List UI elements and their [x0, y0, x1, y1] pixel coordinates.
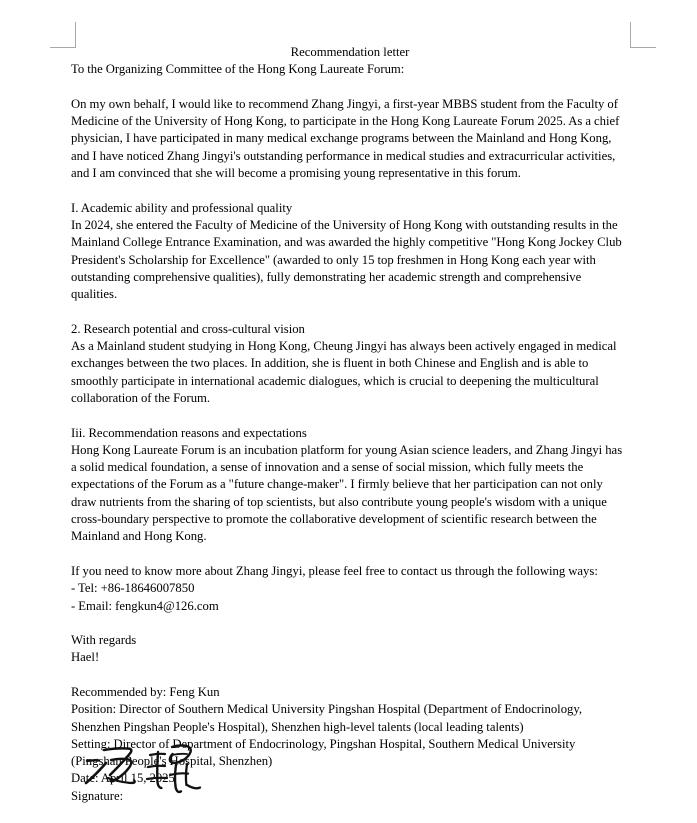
- recommended-by: Recommended by: Feng Kun: [71, 684, 220, 699]
- section-1-heading: I. Academic ability and professional quality: [71, 200, 293, 215]
- position: Position: Director of Southern Medical University Pingshan Hospital (Department of Endocrinology, Shenzhen Pingshan People's Hospital), Shenzhen high-level talents (local leading talents): [71, 702, 586, 734]
- date: Date: April 15, 2025: [71, 771, 175, 786]
- section-3-body: Hong Kong Laureate Forum is an incubation platform for young Asian science leaders, and Zhang Jingyi has a solid medical foundation, a sense of innovation and a sense of social mission, which fully meets the expectations of the Forum as a "future change-maker". I firmly believe that her participation can not only draw nutrients from the sharing of top scientists, but also contribute young people's wisdom with a unique cross-boundary perspective to promote the collaborative development of scientific research between the Mainland and Hong Kong.: [71, 442, 626, 544]
- signature-strokes-icon: [84, 737, 214, 799]
- page-crop-mark-right: [629, 22, 657, 49]
- salutation: To the Organizing Committee of the Hong Kong Laureate Forum:: [71, 62, 405, 77]
- section-3-heading: Iii. Recommendation reasons and expectations: [71, 425, 307, 440]
- intro-paragraph: On my own behalf, I would like to recommend Zhang Jingyi, a first-year MBBS student from the Faculty of Medicine of the University of Hong Kong, to participate in the Hong Kong Laureate Forum 2025. As a chief physician, I have participated in many medical exchange programs between the Mainland and Hong Kong, and I have noticed Zhang Jingyi's outstanding performance in medical studies and extracurricular activities, and I am convinced that she will become a promising young representative in this forum.: [71, 96, 623, 181]
- paragraph-spacer: [71, 303, 629, 320]
- handwritten-signature: [84, 737, 214, 799]
- crop-mark-horizontal-rule: [630, 47, 656, 48]
- paragraph-spacer: [71, 407, 629, 424]
- section-2-heading: 2. Research potential and cross-cultural vision: [71, 321, 305, 336]
- paragraph-spacer: [71, 615, 629, 632]
- section-1-body: In 2024, she entered the Faculty of Medicine of the University of Hong Kong with outstanding results in the Mainland College Entrance Examination, and was awarded the highly competitive "Hong Kong Jockey Club President's Scholarship for Excellence" (awarded to only 15 top freshmen in Hong Kong each year with outstanding comprehensive qualities), fully demonstrating her academic strength and comprehensive qualities.: [71, 217, 625, 302]
- paragraph-spacer: [71, 79, 629, 96]
- document-body: [71, 44, 629, 805]
- paragraph-spacer: [71, 182, 629, 199]
- setting: Setting: Director of Department of Endocrinology, Pingshan Hospital, Southern Medical University (Pingshan People's Hospital, Shenzhen): [71, 736, 579, 769]
- closing-line-1: With regards: [71, 633, 137, 648]
- paragraph-spacer: [71, 667, 629, 684]
- section-2-body: As a Mainland student studying in Hong Kong, Cheung Jingyi has always been actively engaged in medical exchanges between the two places. In addition, she is fluent in both Chinese and English and is able to smoothly participate in international academic dialogues, which is crucial to deepening the multicultural collaboration of the Forum.: [71, 339, 620, 405]
- contact-intro: If you need to know more about Zhang Jingyi, please feel free to contact us through the following ways:: [71, 563, 598, 578]
- crop-mark-vertical-rule: [630, 22, 631, 48]
- paragraph-spacer: [71, 546, 629, 563]
- signature-label: Signature:: [71, 788, 124, 803]
- closing-line-2: Hael!: [71, 650, 100, 665]
- document-title: Recommendation letter: [290, 45, 410, 59]
- contact-telephone: - Tel: +86-18646007850: [71, 581, 195, 596]
- contact-email: - Email: fengkun4@126.com: [71, 598, 219, 613]
